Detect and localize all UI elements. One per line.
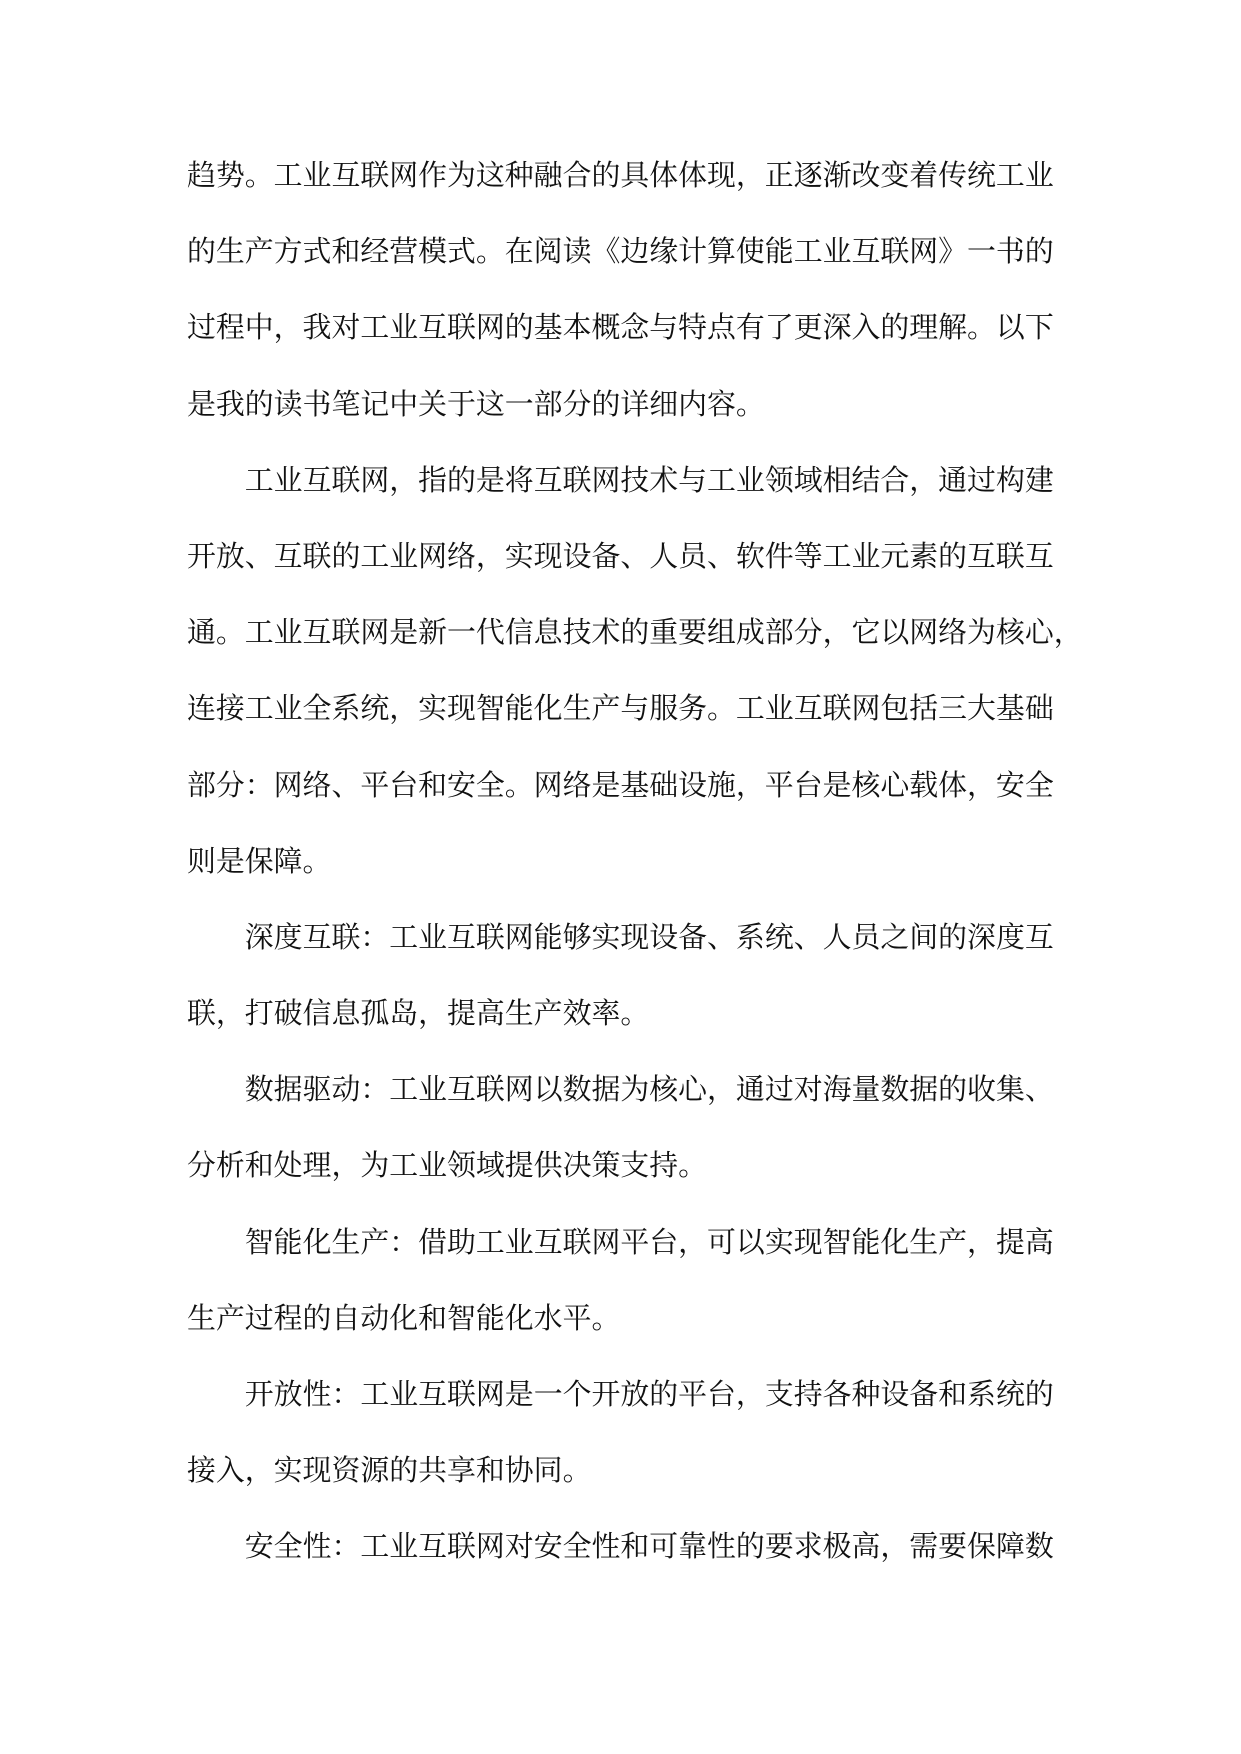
text-line: 开放性：工业互联网是一个开放的平台，支持各种设备和系统的 [244, 1377, 1054, 1411]
paragraph-deep-interconnection [187, 899, 1055, 1051]
text-line: 的生产方式和经营模式。在阅读《边缘计算使能工业互联网》一书的 [187, 234, 1054, 269]
text-line: 生产过程的自动化和智能化水平。 [187, 1300, 621, 1335]
paragraph-openness [187, 1356, 1055, 1508]
text-line: 深度互联：工业互联网能够实现设备、系统、人员之间的深度互 [244, 919, 1054, 954]
text-line: 连接工业全系统，实现智能化生产与服务。工业互联网包括三大基础 [187, 691, 1054, 726]
text-line: 过程中，我对工业互联网的基本概念与特点有了更深入的理解。以下 [187, 310, 1054, 345]
text-line: 智能化生产：借助工业互联网平台，可以实现智能化生产，提高 [244, 1224, 1054, 1259]
text-line: 是我的读书笔记中关于这一部分的详细内容。 [187, 386, 765, 421]
text-line: 安全性：工业互联网对安全性和可靠性的要求极高，需要保障数 [244, 1529, 1054, 1564]
text-line: 则是保障。 [187, 843, 332, 878]
text-line: 通。工业互联网是新一代信息技术的重要组成部分，它以网络为核心， [187, 615, 1083, 650]
paragraph-intro-continued [187, 137, 1055, 442]
body-text [187, 137, 1083, 1585]
paragraph-smart-production [187, 1204, 1055, 1356]
paragraph-definition [187, 442, 1083, 899]
paragraph-data-driven [187, 1051, 1055, 1203]
text-line: 趋势。工业互联网作为这种融合的具体体现，正逐渐改变着传统工业 [187, 158, 1054, 192]
text-line: 联，打破信息孤岛，提高生产效率。 [187, 996, 650, 1031]
text-line: 开放、互联的工业网络，实现设备、人员、软件等工业元素的互联互 [187, 538, 1054, 573]
text-line: 工业互联网，指的是将互联网技术与工业领域相结合，通过构建 [244, 462, 1054, 497]
text-line: 数据驱动：工业互联网以数据为核心，通过对海量数据的收集、 [244, 1072, 1054, 1107]
text-line: 接入，实现资源的共享和协同。 [187, 1453, 592, 1488]
text-line: 分析和处理，为工业领域提供决策支持。 [187, 1148, 708, 1183]
text-line: 部分：网络、平台和安全。网络是基础设施，平台是核心载体，安全 [187, 767, 1054, 802]
paragraph-security [187, 1508, 1055, 1584]
